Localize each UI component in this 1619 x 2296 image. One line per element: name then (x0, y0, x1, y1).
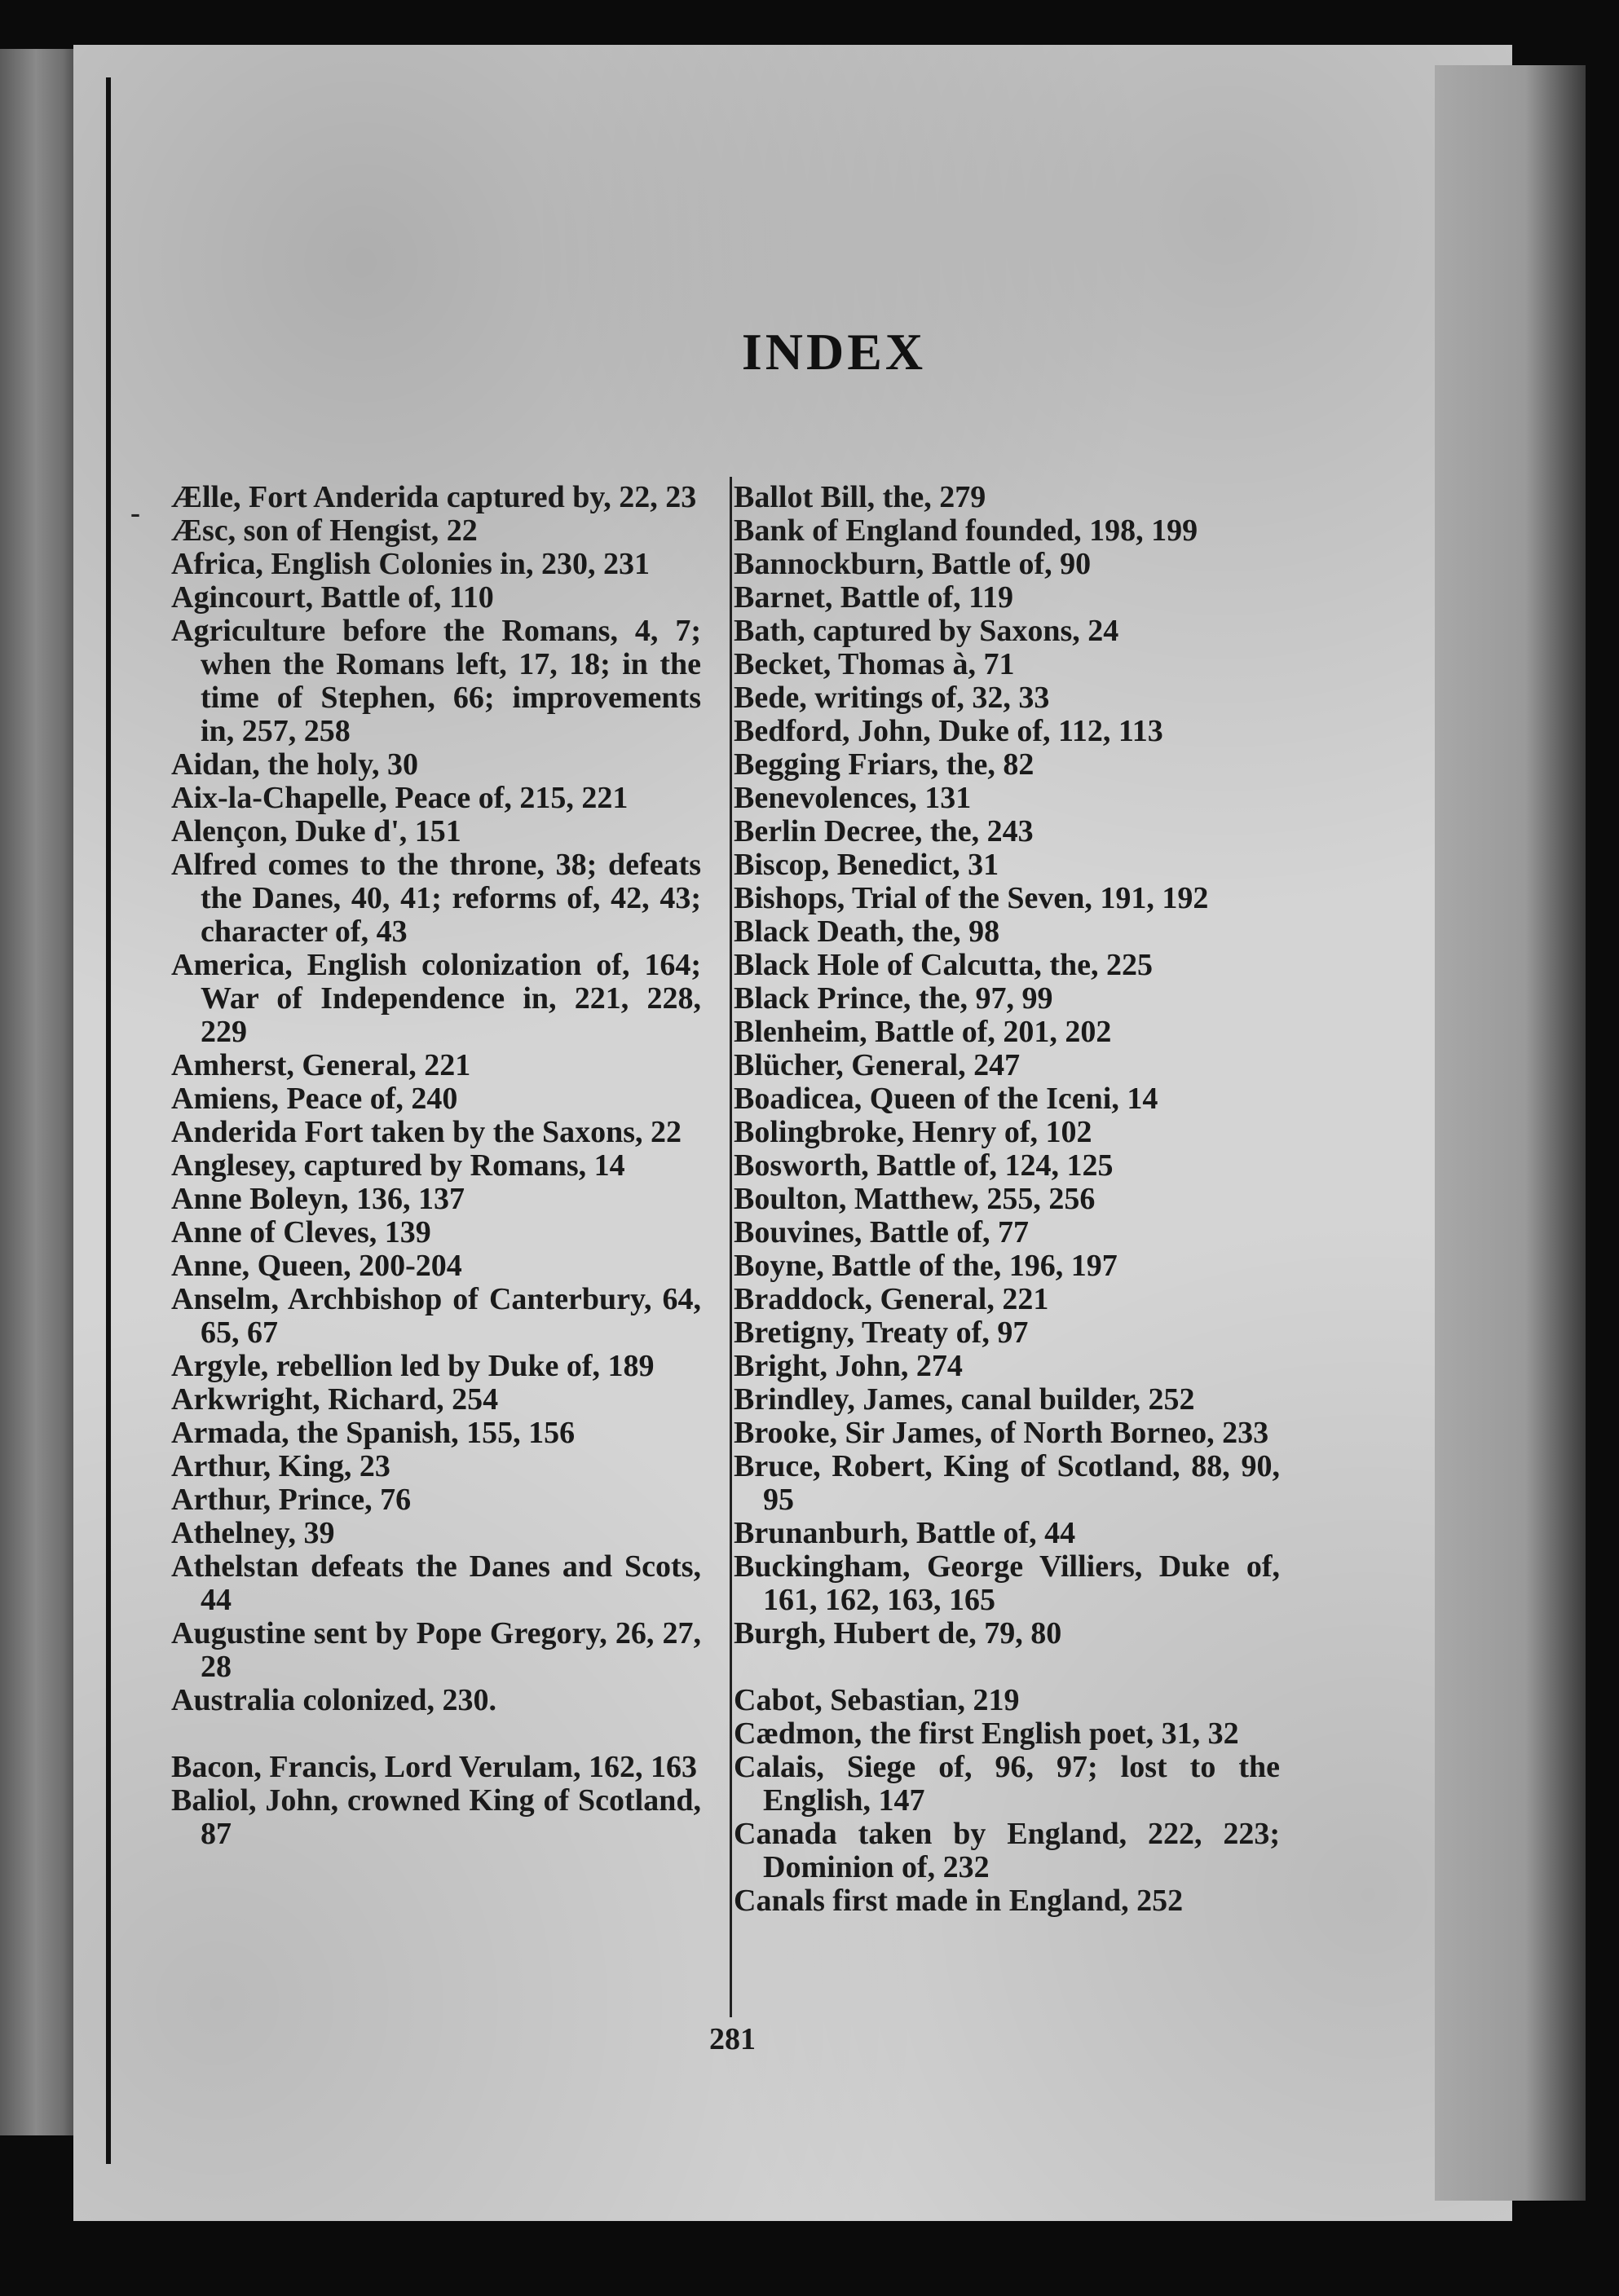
index-entry: Blücher, General, 247 (734, 1048, 1021, 1082)
index-entry: Amiens, Peace of, 240 (171, 1082, 458, 1116)
index-entry: Brunanburh, Battle of, 44 (734, 1516, 1076, 1550)
index-entry: Black Hole of Calcutta, the, 225 (734, 948, 1154, 982)
index-entry: Brindley, James, canal builder, 252 (734, 1382, 1195, 1417)
index-entry: Bannockburn, Battle of, 90 (734, 547, 1092, 581)
index-entry: Blenheim, Battle of, 201, 202 (734, 1015, 1112, 1049)
index-entry: Anderida Fort taken by the Saxons, 22 (171, 1115, 682, 1149)
index-entry: Brooke, Sir James, of North Borneo, 233 (734, 1416, 1269, 1450)
index-entry: Boulton, Matthew, 255, 256 (734, 1182, 1096, 1216)
index-entry: Cædmon, the first English poet, 31, 32 (734, 1716, 1239, 1751)
index-entry: Arkwright, Richard, 254 (171, 1382, 499, 1417)
right-column (734, 481, 1280, 1918)
margin-dash: - (130, 496, 140, 529)
index-entry: Begging Friars, the, 82 (734, 747, 1034, 782)
index-entry: Black Death, the, 98 (734, 914, 1000, 949)
index-entry: Anselm, Archbishop of Canterbury, 64, 65, 67 (171, 1282, 701, 1350)
index-entry: Agincourt, Battle of, 110 (171, 580, 494, 615)
index-entry: Æsc, son of Hengist, 22 (171, 513, 478, 548)
index-entry: Anne of Cleves, 139 (171, 1215, 431, 1249)
index-entry: Aix-la-Chapelle, Peace of, 215, 221 (171, 781, 629, 815)
index-entry: Bouvines, Battle of, 77 (734, 1215, 1030, 1249)
index-entry: Bretigny, Treaty of, 97 (734, 1315, 1029, 1350)
book-right-edge (1435, 65, 1586, 2201)
index-entry: Biscop, Benedict, 31 (734, 848, 999, 882)
index-entry: Athelney, 39 (171, 1516, 335, 1550)
index-entry: Buckingham, George Villiers, Duke of, 161, 162, 163, 165 (734, 1549, 1280, 1617)
index-entry: Athelstan defeats the Danes and Scots, 44 (171, 1549, 701, 1617)
index-entry: Becket, Thomas à, 71 (734, 647, 1015, 681)
index-entry: Berlin Decree, the, 243 (734, 814, 1034, 848)
index-entry: Benevolences, 131 (734, 781, 972, 815)
index-entry: Bishops, Trial of the Seven, 191, 192 (734, 881, 1209, 915)
index-entry: Alfred comes to the throne, 38; defeats the Danes, 40, 41; reforms of, 42, 43; character of, 43 (171, 848, 701, 949)
index-entry: Anne Boleyn, 136, 137 (171, 1182, 465, 1216)
index-entry: Armada, the Spanish, 155, 156 (171, 1416, 576, 1450)
index-entry: Ælle, Fort Anderida captured by, 22, 23 (171, 480, 697, 514)
index-entry: Braddock, General, 221 (734, 1282, 1049, 1316)
index-entry: Agriculture before the Romans, 4, 7; when the Romans left, 17, 18; in the time of Stephen, 66; improvements in, 257, 258 (171, 614, 701, 748)
section-gap (171, 1717, 701, 1751)
index-entry: Ballot Bill, the, 279 (734, 480, 986, 514)
index-entry: Aidan, the holy, 30 (171, 747, 419, 782)
index-entry: Canals first made in England, 252 (734, 1884, 1184, 1918)
index-entry: Anglesey, captured by Romans, 14 (171, 1148, 625, 1183)
index-entry: Boyne, Battle of the, 196, 197 (734, 1249, 1118, 1283)
spine-line (106, 77, 111, 2164)
left-column (171, 481, 701, 1851)
index-entry: Barnet, Battle of, 119 (734, 580, 1014, 615)
index-entry: Bolingbroke, Henry of, 102 (734, 1115, 1092, 1149)
index-entry: Bede, writings of, 32, 33 (734, 681, 1050, 715)
index-entry: Bath, captured by Saxons, 24 (734, 614, 1119, 648)
index-entry: Bright, John, 274 (734, 1349, 963, 1383)
index-entry: Arthur, King, 23 (171, 1449, 390, 1483)
index-entry: America, English colonization of, 164; War of Independence in, 221, 228, 229 (171, 948, 701, 1049)
index-entry: Augustine sent by Pope Gregory, 26, 27, 28 (171, 1616, 701, 1684)
page-title: INDEX (741, 323, 927, 381)
index-entry: Amherst, General, 221 (171, 1048, 471, 1082)
index-entry: Africa, English Colonies in, 230, 231 (171, 547, 650, 581)
column-divider (730, 477, 732, 2017)
index-entry: Burgh, Hubert de, 79, 80 (734, 1616, 1062, 1650)
index-entry: Bank of England founded, 198, 199 (734, 513, 1198, 548)
index-entry: Australia colonized, 230. (171, 1683, 496, 1717)
index-entry: Black Prince, the, 97, 99 (734, 981, 1053, 1016)
index-entry: Argyle, rebellion led by Duke of, 189 (171, 1349, 655, 1383)
index-entry: Boadicea, Queen of the Iceni, 14 (734, 1082, 1158, 1116)
section-gap (734, 1650, 1280, 1684)
index-entry: Bedford, John, Duke of, 112, 113 (734, 714, 1163, 748)
index-entry: Cabot, Sebastian, 219 (734, 1683, 1020, 1717)
index-entry: Canada taken by England, 222, 223; Dominion of, 232 (734, 1817, 1280, 1884)
index-entry: Calais, Siege of, 96, 97; lost to the English, 147 (734, 1750, 1280, 1818)
index-entry: Bacon, Francis, Lord Verulam, 162, 163 (171, 1750, 697, 1784)
index-entry: Baliol, John, crowned King of Scotland, 87 (171, 1783, 701, 1851)
page-number: 281 (709, 2022, 756, 2056)
index-entry: Alençon, Duke d', 151 (171, 814, 461, 848)
index-entry: Arthur, Prince, 76 (171, 1483, 412, 1517)
index-entry: Bosworth, Battle of, 124, 125 (734, 1148, 1114, 1183)
index-entry: Bruce, Robert, King of Scotland, 88, 90, 95 (734, 1449, 1280, 1517)
index-entry: Anne, Queen, 200-204 (171, 1249, 462, 1283)
